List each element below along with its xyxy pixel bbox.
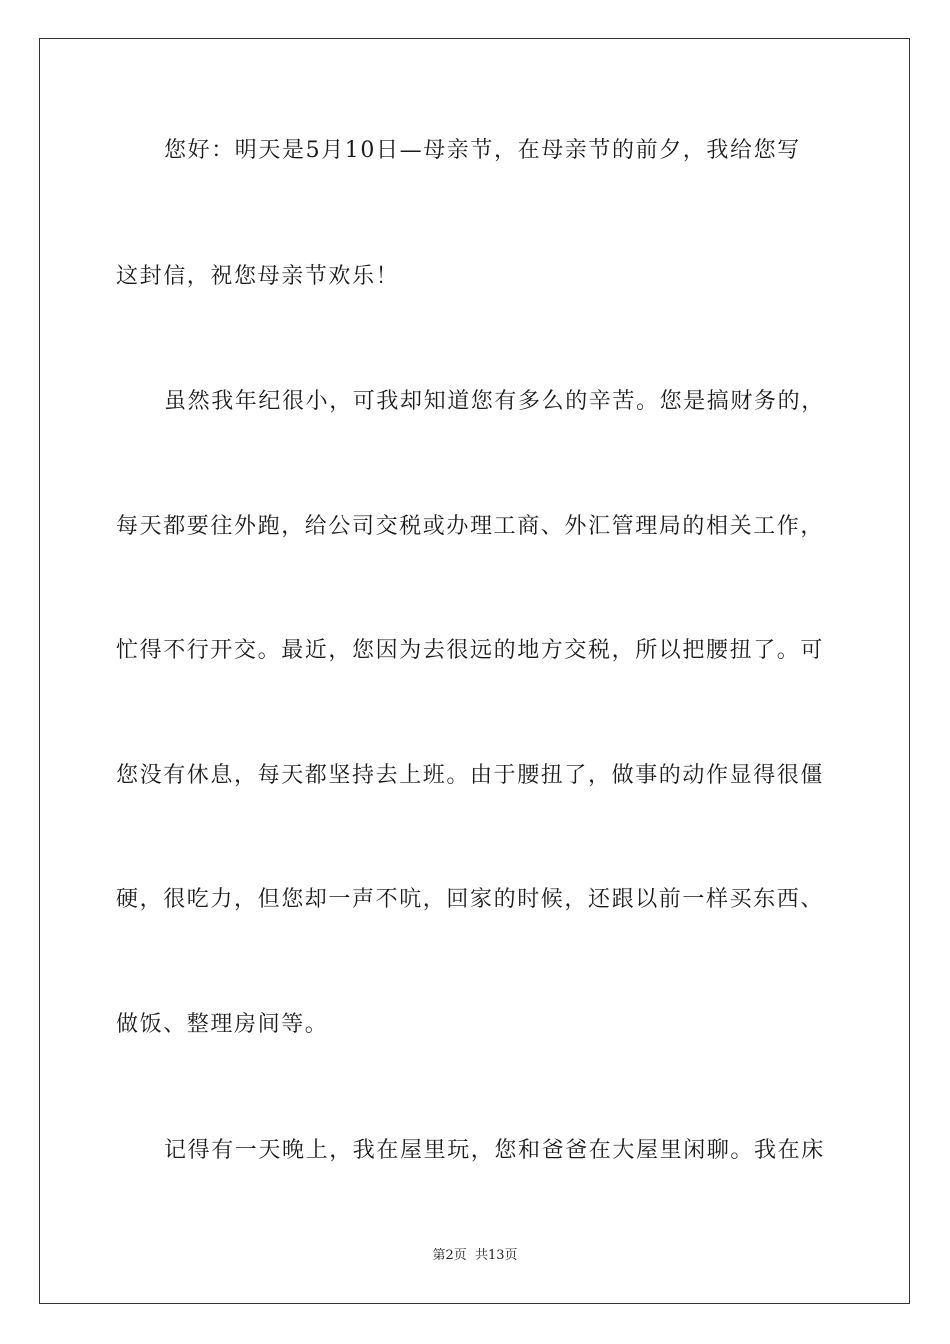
paragraph-2-line-4: 您没有休息，每天都坚持去上班。由于腰扭了，做事的动作显得很僵	[116, 763, 825, 788]
paragraph-2-line-3: 忙得不行开交。最近，您因为去很远的地方交税，所以把腰扭了。可	[116, 638, 825, 663]
paragraph-1-line-1: 您好：明天是5月10日—母亲节，在母亲节的前夕，我给您写	[164, 138, 801, 163]
paragraph-1-line-2: 这封信，祝您母亲节欢乐！	[116, 264, 400, 289]
paragraph-2-line-5: 硬，很吃力，但您却一声不吭，回家的时候，还跟以前一样买东西、	[116, 887, 825, 912]
paragraph-2-line-2: 每天都要往外跑，给公司交税或办理工商、外汇管理局的相关工作，	[116, 514, 825, 539]
paragraph-2-line-6: 做饭、整理房间等。	[116, 1012, 329, 1037]
paragraph-2-line-1: 虽然我年纪很小，可我却知道您有多么的辛苦。您是搞财务的，	[164, 389, 825, 414]
paragraph-3-line-1: 记得有一天晚上，我在屋里玩，您和爸爸在大屋里闲聊。我在床	[164, 1138, 825, 1163]
page-frame	[39, 38, 910, 1304]
page-number-footer: 第2页 共13页	[432, 1248, 518, 1263]
